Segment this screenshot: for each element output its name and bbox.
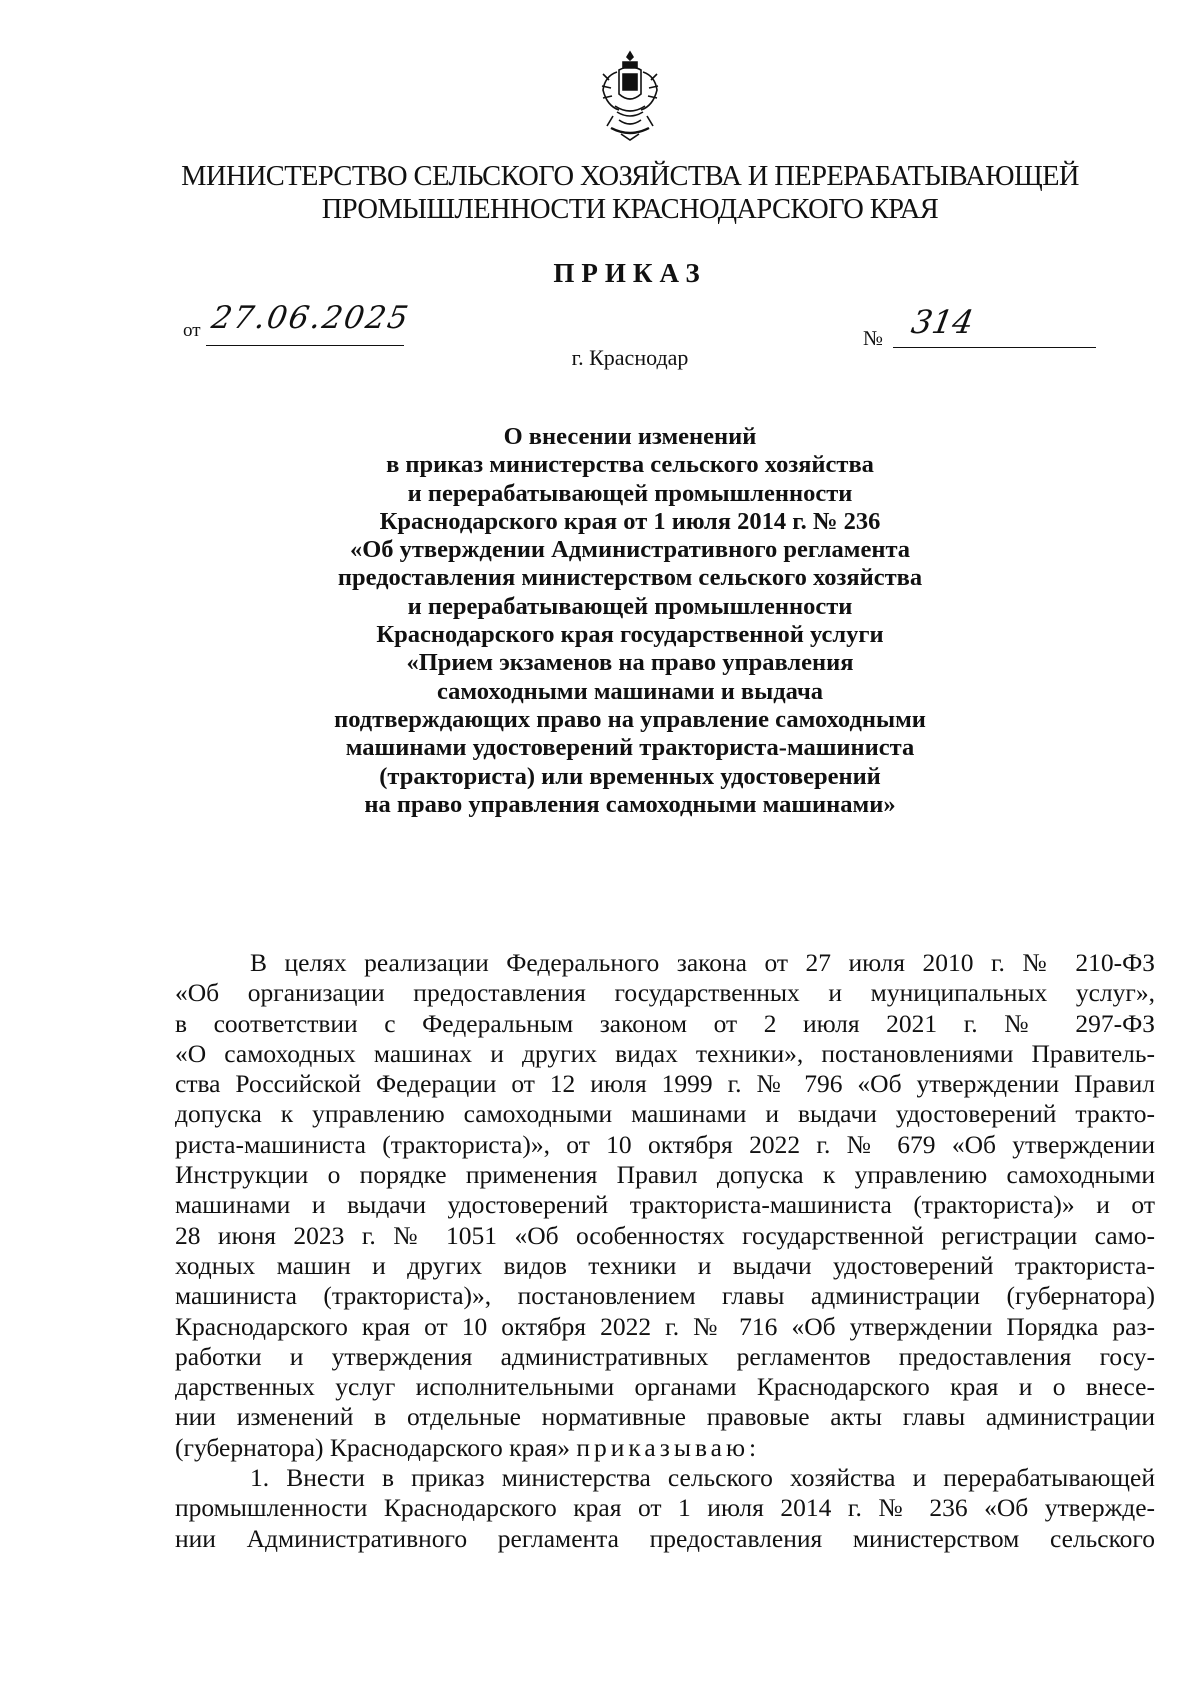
body-line: Инструкции о порядке применения Правил допуска к управлению самоходными: [175, 1160, 1155, 1190]
document-type-title: ПРИКАЗ: [553, 258, 707, 288]
order-subject: [150, 423, 1110, 819]
subject-line: предоставления министерством сельского хозяйства: [337, 564, 923, 592]
subject-line: самоходными машинами и выдача: [436, 677, 824, 705]
body-line: машинами и выдачи удостоверений тракториста-машиниста (тракториста)» и от: [175, 1190, 1155, 1220]
body-line: «Об организации предоставления государственных и муниципальных услуг»,: [175, 978, 1155, 1008]
subject-line: «Прием экзаменов на право управления: [406, 649, 854, 677]
subject-line: подтверждающих право на управление самоходными: [334, 705, 926, 733]
body-line: В целях реализации Федерального закона от 27 июля 2010 г. № 210-ФЗ: [250, 948, 1155, 977]
body-line: в соответствии с Федеральным законом от 2 июля 2021 г. № 297-ФЗ: [175, 1008, 1155, 1038]
subject-line: О внесении изменений: [503, 423, 757, 450]
body-line: машиниста (тракториста)», постановлением главы администрации (губернатора): [175, 1281, 1155, 1311]
body-line: Краснодарского края от 10 октября 2022 г. № 716 «Об утверждении Порядка раз-: [175, 1311, 1155, 1341]
body-line-text: (губернатора) Краснодарского края»: [175, 1432, 571, 1462]
item-1-line: 1. Внести в приказ министерства сельского хозяйства и перерабатывающей: [250, 1463, 1155, 1493]
coat-of-arms-icon: [597, 50, 663, 142]
body-line: ходных машин и других видов техники и выдачи удостоверений тракториста-: [175, 1250, 1155, 1280]
handwritten-date: 27.06.2025: [208, 300, 413, 336]
subject-line: и перерабатывающей промышленности: [407, 479, 853, 507]
body-line-last: [175, 1433, 1155, 1463]
item-1-line: нии Административного регламента предоставления министерством сельского: [175, 1523, 1155, 1553]
subject-line: в приказ министерства сельского хозяйства: [386, 451, 874, 479]
subject-line: машинами удостоверений тракториста-машиниста: [345, 734, 915, 762]
date-label: от: [183, 320, 201, 341]
subject-line: и перерабатывающей промышленности: [407, 592, 853, 620]
body-line: дарственных услуг исполнительными органами Краснодарского края и о внесе-: [175, 1372, 1155, 1402]
number-label: №: [863, 326, 884, 350]
ministry-line-2: ПРОМЫШЛЕННОСТИ КРАСНОДАРСКОГО КРАЯ: [321, 194, 939, 225]
body-line: 28 июня 2023 г. № 1051 «Об особенностях государственной регистрации само-: [175, 1220, 1155, 1250]
body-line: риста-машиниста (тракториста)», от 10 октября 2022 г. № 679 «Об утверждении: [175, 1129, 1155, 1159]
ministry-name: [100, 160, 1160, 226]
body-line: работки и утверждения административных регламентов предоставления госу-: [175, 1341, 1155, 1371]
body-line: нии изменений в отдельные нормативные правовые акты главы администрации: [175, 1402, 1155, 1432]
body-line: допуска к управлению самоходными машинами и выдачи удостоверений тракто-: [175, 1099, 1155, 1129]
body-line: ства Российской Федерации от 12 июля 1999 г. № 796 «Об утверждении Правил: [175, 1069, 1155, 1099]
subject-line: (тракториста) или временных удостоверений: [379, 762, 881, 790]
city: г. Краснодар: [571, 345, 689, 370]
subject-line: «Об утверждении Административного регламента: [349, 536, 911, 564]
ministry-line-1: МИНИСТЕРСТВО СЕЛЬСКОГО ХОЗЯЙСТВА И ПЕРЕРАБАТЫВАЮЩЕЙ: [181, 161, 1079, 192]
item-1-line: промышленности Краснодарского края от 1 июля 2014 г. № 236 «Об утвержде-: [175, 1493, 1155, 1523]
subject-line: Краснодарского края от 1 июля 2014 г. № 236: [379, 507, 881, 535]
body-line: «О самоходных машинах и других видах техники», постановлениями Правитель-: [175, 1038, 1155, 1068]
handwritten-number: 314: [908, 303, 977, 341]
order-word: приказываю:: [576, 1432, 761, 1462]
document-body: [175, 948, 1155, 1554]
subject-line: на право управления самоходными машинами»: [364, 790, 896, 818]
subject-line: Краснодарского края государственной услуги: [376, 621, 884, 649]
